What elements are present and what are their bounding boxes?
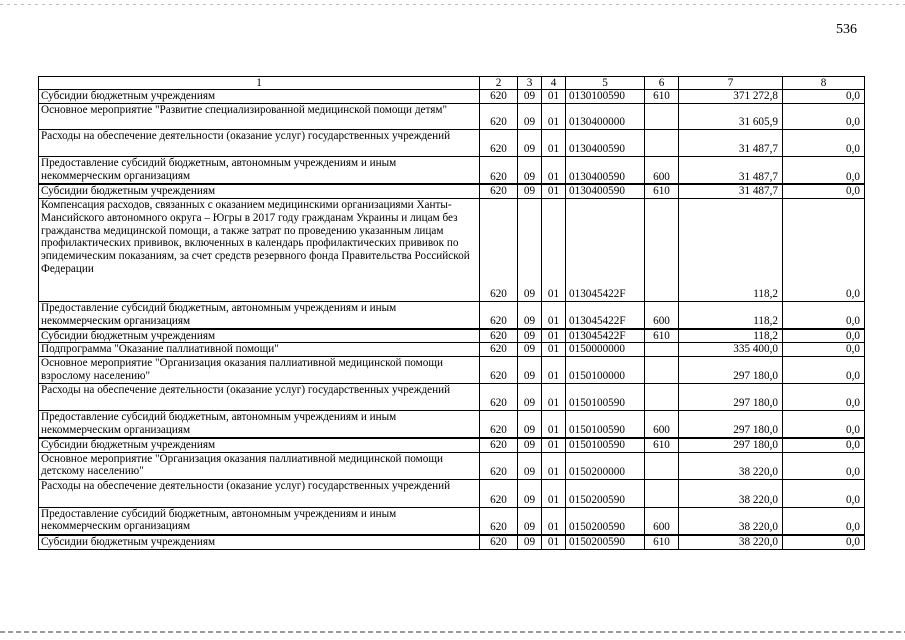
row-cell-c8: 0,0 (783, 184, 865, 198)
row-cell-c6 (645, 357, 679, 384)
row-cell-c7: 38 220,0 (679, 535, 783, 549)
row-cell-c7: 297 180,0 (679, 438, 783, 452)
row-cell-c6: 600 (645, 156, 679, 184)
scan-edge-bottom (0, 631, 905, 633)
row-cell-c2: 620 (480, 329, 518, 343)
row-cell-c3: 09 (518, 199, 542, 302)
scan-edge-top (0, 4, 905, 5)
row-name-cell: Расходы на обеспечение деятельности (оказание услуг) государственных учреждений (39, 129, 480, 156)
row-name-cell: Предоставление субсидий бюджетным, автономным учреждениям и иным некоммерческим организациям (39, 302, 480, 329)
col-header-3: 3 (518, 77, 542, 90)
row-cell-c6: 610 (645, 535, 679, 549)
table-row (39, 343, 865, 357)
row-cell-c7: 38 220,0 (679, 507, 783, 535)
row-cell-c3: 09 (518, 452, 542, 479)
row-cell-c4: 01 (542, 438, 566, 452)
row-cell-c4: 01 (542, 535, 566, 549)
row-cell-c2: 620 (480, 452, 518, 479)
table-row (39, 199, 865, 302)
row-cell-c5: 0130400000 (566, 103, 645, 129)
row-cell-c2: 620 (480, 438, 518, 452)
row-cell-c2: 620 (480, 90, 518, 104)
table-row (39, 452, 865, 479)
row-cell-c4: 01 (542, 184, 566, 198)
row-cell-c7: 335 400,0 (679, 343, 783, 357)
row-cell-c7: 297 180,0 (679, 357, 783, 384)
table-row (39, 184, 865, 198)
row-cell-c7: 31 487,7 (679, 129, 783, 156)
row-cell-c5: 0130400590 (566, 129, 645, 156)
row-cell-c5: 0150100590 (566, 438, 645, 452)
row-cell-c3: 09 (518, 90, 542, 104)
row-cell-c5: 013045422F (566, 199, 645, 302)
row-cell-c6: 600 (645, 507, 679, 535)
col-header-4: 4 (542, 77, 566, 90)
table-row (39, 507, 865, 535)
row-cell-c7: 118,2 (679, 302, 783, 329)
row-cell-c5: 0150100000 (566, 357, 645, 384)
row-cell-c5: 0150100590 (566, 411, 645, 438)
budget-table (38, 76, 865, 550)
row-cell-c5: 0150100590 (566, 384, 645, 411)
row-cell-c4: 01 (542, 329, 566, 343)
row-cell-c7: 38 220,0 (679, 479, 783, 507)
row-name-cell: Расходы на обеспечение деятельности (оказание услуг) государственных учреждений (39, 384, 480, 411)
table-row (39, 302, 865, 329)
row-cell-c5: 013045422F (566, 302, 645, 329)
row-cell-c3: 09 (518, 329, 542, 343)
table-row (39, 156, 865, 184)
row-cell-c4: 01 (542, 507, 566, 535)
table-row (39, 535, 865, 549)
row-cell-c6: 610 (645, 329, 679, 343)
row-cell-c4: 01 (542, 384, 566, 411)
row-cell-c6 (645, 479, 679, 507)
row-cell-c8: 0,0 (783, 384, 865, 411)
row-cell-c7: 118,2 (679, 329, 783, 343)
row-cell-c3: 09 (518, 535, 542, 549)
row-cell-c2: 620 (480, 479, 518, 507)
row-cell-c5: 0150000000 (566, 343, 645, 357)
row-cell-c3: 09 (518, 438, 542, 452)
row-cell-c6 (645, 103, 679, 129)
row-cell-c5: 013045422F (566, 329, 645, 343)
table-row (39, 103, 865, 129)
row-cell-c2: 620 (480, 156, 518, 184)
table-row (39, 438, 865, 452)
row-cell-c8: 0,0 (783, 329, 865, 343)
row-cell-c7: 31 605,9 (679, 103, 783, 129)
row-name-cell: Компенсация расходов, связанных с оказанием медицинскими организациями Ханты-Мансийского автономного округа – Югры в 2017 году гражданам Украины и лицам без гражданства медицинской помощи, а также затрат по проведению указанным лицам профилактических прививок, включенных в календарь профилактических прививок по эпидемическим показаниям, за счет средств резервного фонда Правительства Российской Федерации (39, 199, 480, 302)
row-cell-c6: 610 (645, 90, 679, 104)
row-cell-c4: 01 (542, 452, 566, 479)
row-cell-c8: 0,0 (783, 411, 865, 438)
row-cell-c4: 01 (542, 90, 566, 104)
row-cell-c7: 38 220,0 (679, 452, 783, 479)
row-name-cell: Основное мероприятие "Организация оказания паллиативной медицинской помощи детскому населению" (39, 452, 480, 479)
row-cell-c6 (645, 199, 679, 302)
row-cell-c3: 09 (518, 411, 542, 438)
row-cell-c8: 0,0 (783, 452, 865, 479)
table-row (39, 329, 865, 343)
row-cell-c5: 0150200590 (566, 535, 645, 549)
row-cell-c4: 01 (542, 479, 566, 507)
row-cell-c8: 0,0 (783, 507, 865, 535)
row-cell-c4: 01 (542, 129, 566, 156)
row-cell-c5: 0150200590 (566, 507, 645, 535)
col-header-7: 7 (679, 77, 783, 90)
row-cell-c4: 01 (542, 199, 566, 302)
row-name-cell: Подпрограмма "Оказание паллиативной помощи" (39, 343, 480, 357)
row-cell-c4: 01 (542, 343, 566, 357)
col-header-1: 1 (39, 77, 480, 90)
col-header-8: 8 (783, 77, 865, 90)
row-name-cell: Субсидии бюджетным учреждениям (39, 535, 480, 549)
row-cell-c2: 620 (480, 199, 518, 302)
row-cell-c2: 620 (480, 507, 518, 535)
table-row (39, 90, 865, 104)
row-name-cell: Основное мероприятие "Развитие специализированной медицинской помощи детям" (39, 103, 480, 129)
row-cell-c4: 01 (542, 411, 566, 438)
row-name-cell: Субсидии бюджетным учреждениям (39, 90, 480, 104)
row-cell-c3: 09 (518, 343, 542, 357)
row-name-cell: Предоставление субсидий бюджетным, автономным учреждениям и иным некоммерческим организациям (39, 411, 480, 438)
row-cell-c8: 0,0 (783, 90, 865, 104)
row-name-cell: Предоставление субсидий бюджетным, автономным учреждениям и иным некоммерческим организациям (39, 156, 480, 184)
row-name-cell: Субсидии бюджетным учреждениям (39, 329, 480, 343)
row-cell-c7: 297 180,0 (679, 384, 783, 411)
row-cell-c3: 09 (518, 156, 542, 184)
table-row (39, 129, 865, 156)
row-cell-c8: 0,0 (783, 357, 865, 384)
col-header-2: 2 (480, 77, 518, 90)
row-name-cell: Субсидии бюджетным учреждениям (39, 184, 480, 198)
row-cell-c6 (645, 384, 679, 411)
row-cell-c6: 600 (645, 302, 679, 329)
row-cell-c6 (645, 343, 679, 357)
row-cell-c3: 09 (518, 357, 542, 384)
row-cell-c5: 0150200000 (566, 452, 645, 479)
row-cell-c2: 620 (480, 103, 518, 129)
row-cell-c7: 31 487,7 (679, 156, 783, 184)
row-cell-c3: 09 (518, 384, 542, 411)
row-cell-c3: 09 (518, 302, 542, 329)
row-cell-c3: 09 (518, 507, 542, 535)
table-header-row (39, 77, 865, 90)
page-number: 536 (836, 22, 857, 37)
row-cell-c8: 0,0 (783, 302, 865, 329)
row-cell-c8: 0,0 (783, 156, 865, 184)
table-row (39, 384, 865, 411)
row-cell-c3: 09 (518, 103, 542, 129)
row-name-cell: Предоставление субсидий бюджетным, автономным учреждениям и иным некоммерческим организациям (39, 507, 480, 535)
row-cell-c3: 09 (518, 129, 542, 156)
row-cell-c8: 0,0 (783, 199, 865, 302)
row-cell-c2: 620 (480, 411, 518, 438)
row-cell-c8: 0,0 (783, 343, 865, 357)
row-cell-c2: 620 (480, 535, 518, 549)
row-cell-c6 (645, 452, 679, 479)
row-cell-c8: 0,0 (783, 129, 865, 156)
col-header-6: 6 (645, 77, 679, 90)
row-cell-c8: 0,0 (783, 479, 865, 507)
row-cell-c7: 31 487,7 (679, 184, 783, 198)
row-name-cell: Субсидии бюджетным учреждениям (39, 438, 480, 452)
row-cell-c4: 01 (542, 103, 566, 129)
table-row (39, 411, 865, 438)
row-cell-c6: 610 (645, 184, 679, 198)
row-cell-c7: 297 180,0 (679, 411, 783, 438)
row-cell-c2: 620 (480, 384, 518, 411)
row-cell-c5: 0150200590 (566, 479, 645, 507)
row-cell-c5: 0130400590 (566, 184, 645, 198)
row-cell-c5: 0130400590 (566, 156, 645, 184)
col-header-5: 5 (566, 77, 645, 90)
row-cell-c8: 0,0 (783, 535, 865, 549)
row-cell-c4: 01 (542, 156, 566, 184)
row-cell-c2: 620 (480, 357, 518, 384)
row-cell-c7: 371 272,8 (679, 90, 783, 104)
row-cell-c6: 610 (645, 438, 679, 452)
row-cell-c2: 620 (480, 184, 518, 198)
table-row (39, 479, 865, 507)
row-cell-c2: 620 (480, 129, 518, 156)
row-cell-c6: 600 (645, 411, 679, 438)
row-cell-c2: 620 (480, 343, 518, 357)
row-cell-c8: 0,0 (783, 103, 865, 129)
row-cell-c3: 09 (518, 184, 542, 198)
row-cell-c6 (645, 129, 679, 156)
table-row (39, 357, 865, 384)
row-cell-c7: 118,2 (679, 199, 783, 302)
row-name-cell: Расходы на обеспечение деятельности (оказание услуг) государственных учреждений (39, 479, 480, 507)
row-cell-c3: 09 (518, 479, 542, 507)
row-cell-c8: 0,0 (783, 438, 865, 452)
row-cell-c4: 01 (542, 302, 566, 329)
row-name-cell: Основное мероприятие "Организация оказания паллиативной медицинской помощи взрослому населению" (39, 357, 480, 384)
row-cell-c4: 01 (542, 357, 566, 384)
row-cell-c2: 620 (480, 302, 518, 329)
row-cell-c5: 0130100590 (566, 90, 645, 104)
